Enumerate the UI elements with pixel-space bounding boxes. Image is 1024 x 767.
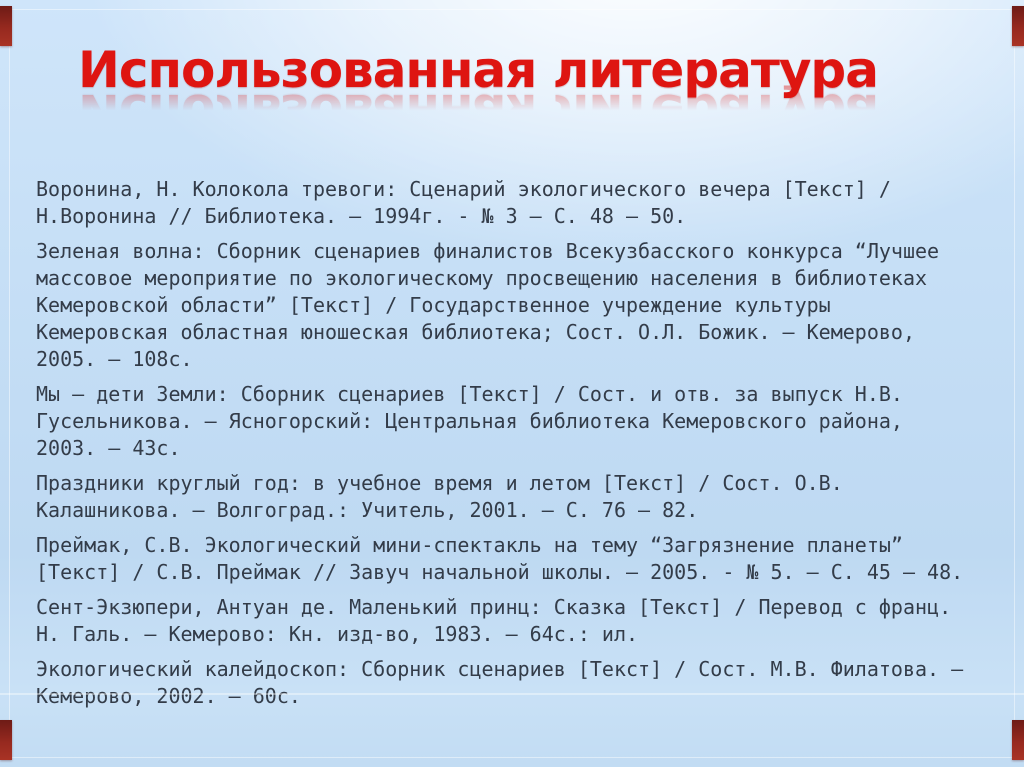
reference-item: Зеленая волна: Сборник сценариев финалистов Всекузбасского конкурса “Лучшее массовое мероприятие по экологическому просвещению населения в библиотеках Кемеровской области” [Текст] / Государственное учреждение культуры Кемеровская областная юношеская библиотека; Сост. О.Л. Божик. – Кемерово, 2005. – 108с. [36, 239, 940, 371]
title-area [0, 0, 1024, 172]
corner-bar-bottom-right-icon [1012, 720, 1024, 760]
reference-item: Воронина, Н. Колокола тревоги: Сценарий экологического вечера [Текст] / Н.Воронина // Библиотека. – 1994г. - № 3 – С. 48 – 50. [36, 177, 891, 228]
reference-item: Мы – дети Земли: Сборник сценариев [Текст] / Сост. и отв. за выпуск Н.В. Гусельникова. – Ясногорский: Центральная библиотека Кемеровского района, 2003. – 43с. [36, 382, 903, 460]
reference-item: Преймак, С.В. Экологический мини-спектакль на тему “Загрязнение планеты” [Текст] / С.В. Преймак // Завуч начальной школы. – 2005. - № 5. – С. 45 – 48. [36, 533, 964, 584]
corner-bar-top-left-icon [0, 6, 12, 46]
reference-item: Экологический калейдоскоп: Сборник сценариев [Текст] / Сост. М.В. Филатова. – Кемерово, 2002. – 60с. [36, 657, 964, 708]
references-list [36, 176, 966, 710]
corner-bar-top-right-icon [1012, 6, 1024, 46]
corner-bar-bottom-left-icon [0, 720, 12, 760]
reference-item: Сент-Экзюпери, Антуан де. Маленький принц: Сказка [Текст] / Перевод с франц. Н. Галь. – Кемерово: Кн. изд-во, 1983. – 64с.: ил. [36, 595, 952, 646]
reference-item: Праздники круглый год: в учебное время и летом [Текст] / Сост. О.В. Калашникова. – Волгоград.: Учитель, 2001. – С. 76 – 82. [36, 471, 843, 522]
slide-title: Использованная литература [78, 41, 878, 99]
